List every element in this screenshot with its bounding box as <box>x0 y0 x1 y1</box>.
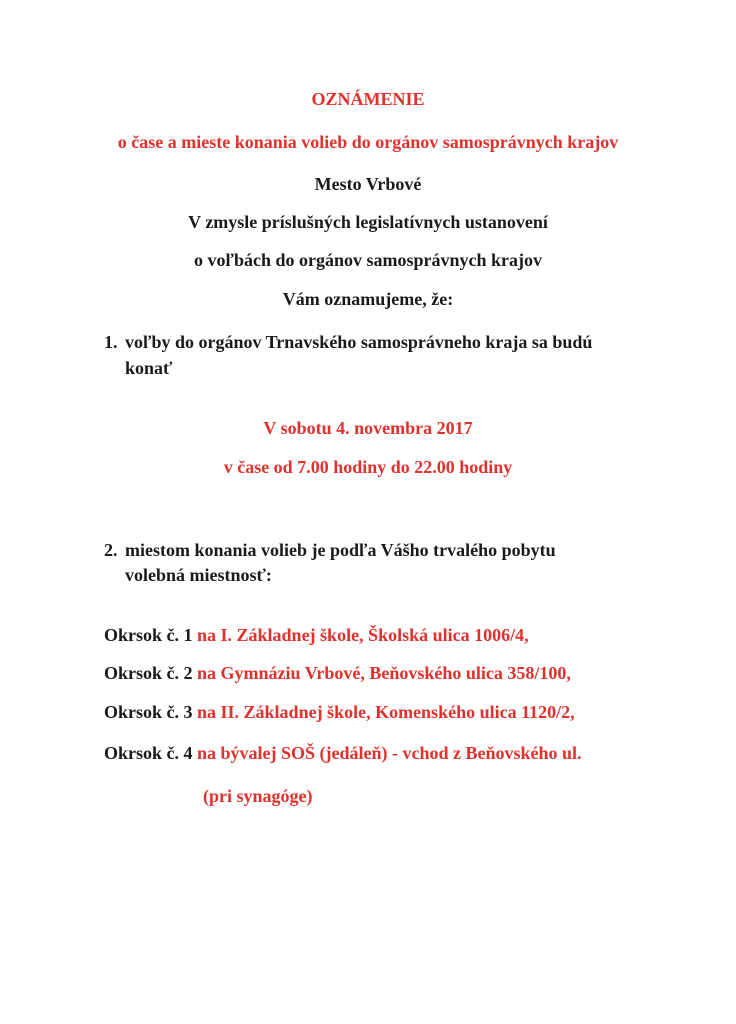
district-row <box>104 662 571 684</box>
municipality-name: Mesto Vrbové <box>314 174 422 194</box>
election-time: v čase od 7.00 hodiny do 22.00 hodiny <box>223 457 513 477</box>
election-date: V sobotu 4. novembra 2017 <box>263 418 473 438</box>
item-2-text-line-1: miestom konania volieb je podľa Vášho trvalého pobytu <box>125 540 556 560</box>
announce-line: Vám oznamujeme, že: <box>282 289 454 309</box>
district-row <box>104 701 575 723</box>
district-place: na I. Základnej škole, Školská ulica 1006/4, <box>197 625 529 645</box>
district-label: Okrsok č. 1 <box>104 625 193 645</box>
district-place: na II. Základnej škole, Komenského ulica 1120/2, <box>197 702 575 722</box>
district-4-note: (pri synagóge) <box>203 786 313 806</box>
district-row <box>104 624 529 646</box>
item-1-number: 1. <box>104 332 118 352</box>
legal-line-2: o voľbách do orgánov samosprávnych krajov <box>194 250 542 270</box>
district-row <box>104 742 582 764</box>
item-2-text-line-2: volebná miestnosť: <box>125 565 272 585</box>
district-label: Okrsok č. 2 <box>104 663 193 683</box>
notice-subtitle: o čase a mieste konania volieb do orgánov samosprávnych krajov <box>117 132 619 152</box>
item-1-text-line-2: konať <box>125 358 173 378</box>
district-label: Okrsok č. 4 <box>104 743 193 763</box>
item-2-number: 2. <box>104 540 118 560</box>
district-place: na bývalej SOŠ (jedáleň) - vchod z Beňovského ul. <box>197 743 582 763</box>
district-place: na Gymnáziu Vrbové, Beňovského ulica 358/100, <box>197 663 571 683</box>
legal-line-1: V zmysle príslušných legislatívnych ustanovení <box>188 212 548 232</box>
notice-title: OZNÁMENIE <box>311 89 425 109</box>
item-1-text-line-1: voľby do orgánov Trnavského samosprávneho kraja sa budú <box>125 332 593 352</box>
district-label: Okrsok č. 3 <box>104 702 193 722</box>
